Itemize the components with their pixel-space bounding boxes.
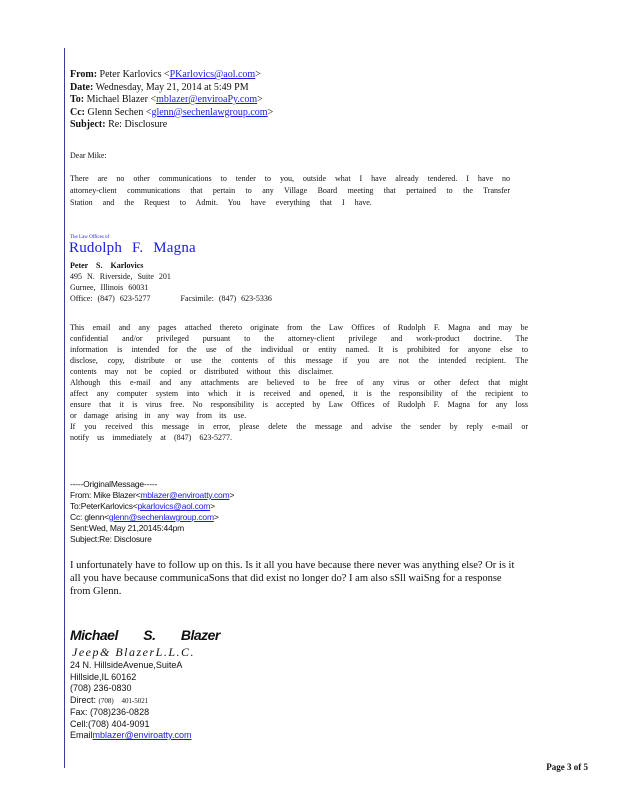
attorney-signature xyxy=(70,260,272,304)
firm-name: Rudolph F. Magna xyxy=(69,240,196,256)
orig-sent-row xyxy=(70,523,234,534)
original-separator: -----OriginalMessage----- xyxy=(70,479,158,489)
disclaimer-line: or damage arising in any way from its use. xyxy=(70,411,247,420)
sender-fax-row xyxy=(70,707,192,719)
email-header xyxy=(70,69,273,132)
legal-disclaimer xyxy=(70,322,528,443)
sender-direct-row xyxy=(70,695,192,708)
to-name: Michael Blazer xyxy=(86,94,148,105)
sender-fax-label: Fax: xyxy=(70,707,88,717)
sender-phone: (708) 236-0830 xyxy=(70,683,132,693)
orig-from-name: Mike Blazer< xyxy=(93,490,141,500)
sender-signature-name: Michael S. Blazer xyxy=(70,627,220,643)
subject-value: Re: Disclosure xyxy=(108,119,168,130)
attorney-name: Peter S. Karlovics xyxy=(70,261,144,270)
disclaimer-line: If you received this message in error, please delete the message and advise the sender by reply e-mail or xyxy=(70,422,528,431)
orig-from-end: > xyxy=(229,490,235,500)
office-label: Office: xyxy=(70,294,93,303)
to-label: To: xyxy=(70,94,85,105)
original-message-header xyxy=(70,479,234,545)
office-phone: (847) 623-5277 xyxy=(97,294,151,303)
orig-to-label: To: xyxy=(70,501,81,511)
sender-email-link[interactable]: mblazer@enviroatty.com xyxy=(92,730,192,740)
sender-fax-value: (708)236-0828 xyxy=(90,707,150,717)
reply-body xyxy=(70,173,510,209)
reply-line: Station and the Request to Admit. You have everything that I have. xyxy=(70,198,372,207)
message-line: from Glenn. xyxy=(70,586,122,597)
from-email-link[interactable]: PKarlovics@aol.com xyxy=(169,69,256,80)
attorney-address-2: Gurnee, Illinois 60031 xyxy=(70,283,149,292)
orig-cc-label: Cc: xyxy=(70,512,83,522)
orig-cc-email-link[interactable]: glenn@sechenlawgroup.com xyxy=(108,512,214,522)
orig-sent-label: Sent: xyxy=(70,523,89,533)
attorney-address-1: 495 N. Riverside, Suite 201 xyxy=(70,272,171,281)
date-value: Wednesday, May 21, 2014 at 5:49 PM xyxy=(95,81,249,93)
left-margin-rule xyxy=(64,48,65,768)
orig-to-end: > xyxy=(210,501,215,511)
disclaimer-line: This email and any pages attached thereto originate from the Law Offices of Rudolph F. Magna and may be xyxy=(70,323,528,332)
sender-email-label: Email xyxy=(70,730,93,740)
orig-sent-value: Wed, May 21,20145:44pm xyxy=(88,523,185,533)
from-name: Peter Karlovics xyxy=(99,69,162,80)
sender-cell-row xyxy=(70,719,192,731)
cell-value: (708) 404-9091 xyxy=(88,718,150,729)
subject-label: Subject: xyxy=(70,119,106,130)
orig-to-name: PeterKarlovics< xyxy=(80,501,138,511)
orig-to-email-link[interactable]: pkarlovics@aol.com xyxy=(137,501,211,511)
disclaimer-line: affect any computer system into which it is received and opened, it is the responsibility of the recipient to xyxy=(70,389,528,398)
message-line: I unfortunately have to follow up on this. Is it all you have because there never was anything else? Or is it xyxy=(70,560,515,571)
date-label: Date: xyxy=(70,81,94,93)
disclaimer-line: Although this e-mail and any attachments are believed to be free of any virus or other defect that might xyxy=(70,378,528,387)
page-number: Page 3 of 5 xyxy=(546,762,588,772)
sender-email-row xyxy=(70,730,192,742)
cc-label: Cc: xyxy=(70,106,85,118)
orig-from-row xyxy=(70,490,234,501)
reply-line: attorney-client communications that pertain to any Village Board meeting that pertained to the Transfer xyxy=(70,186,510,195)
orig-from-email-link[interactable]: mblazer@enviroatty.com xyxy=(140,490,230,500)
message-line: all you have because communicaSons that did exist no longer do? I am also sSll waiSng for a response xyxy=(70,573,502,584)
sender-firm-name: Jeep& BlazerL.L.C. xyxy=(72,645,195,659)
disclaimer-line: information is intended for the use of the individual or entity named. It is prohibited for anyone else to xyxy=(70,345,528,354)
sender-contact-block xyxy=(70,660,192,742)
direct-label: Direct: xyxy=(70,694,97,705)
direct-value: (708) 401-5021 xyxy=(98,696,149,705)
sender-address-2: Hillside,IL 60162 xyxy=(70,671,137,682)
disclaimer-line: confidential and/or privileged pursuant to the attorney-client privilege and work-product doctrine. The xyxy=(70,334,528,343)
header-to-row: To: Michael Blazer <mblazer@enviroaPy.com> xyxy=(70,94,263,105)
from-label: From: xyxy=(70,69,98,80)
cell-label: Cell: xyxy=(70,718,89,729)
to-email-link[interactable]: mblazer@enviroaPy.com xyxy=(156,94,258,105)
cc-email-link[interactable]: glenn@sechenlawgroup.com xyxy=(151,106,268,118)
sender-address-1: 24 N. HillsideAvenue,SuiteA xyxy=(70,660,183,670)
disclaimer-line: notify us immediately at (847) 623-5277. xyxy=(70,433,232,442)
orig-cc-name: glenn< xyxy=(84,512,109,522)
orig-cc-row xyxy=(70,512,234,523)
header-date-row xyxy=(70,82,273,95)
orig-cc-end: > xyxy=(213,512,219,522)
orig-subject-value: Re: Disclosure xyxy=(99,534,152,544)
cc-name: Glenn Sechen xyxy=(87,106,144,118)
fax-phone: (847) 623-5336 xyxy=(218,294,272,303)
disclaimer-line: contents may not be copied or distributed without this disclaimer. xyxy=(70,367,334,376)
orig-to-row xyxy=(70,501,234,512)
fax-label: Facsimile: xyxy=(180,294,214,303)
header-cc-row: Cc: Glenn Sechen <glenn@sechenlawgroup.com> xyxy=(70,106,274,118)
header-from-row: From: Peter Karlovics <PKarlovics@aol.com> xyxy=(70,69,261,80)
greeting: Dear Mike: xyxy=(70,151,107,160)
attorney-phones xyxy=(70,293,272,304)
orig-subject-row xyxy=(70,534,234,545)
disclaimer-line: ensure that it is virus free. No responsibility is accepted by Law Offices of Rudolph F. Magna for any loss xyxy=(70,400,528,409)
header-subject-row xyxy=(70,119,273,132)
orig-from-label: From: xyxy=(70,490,92,500)
reply-line: There are no other communications to tender to you, outside what I have already tendered. I have no xyxy=(70,174,510,183)
disclaimer-line: disclose, copy, distribute or use the contents of this message if you are not the intended recipient. The xyxy=(70,356,528,365)
original-message-body xyxy=(70,559,566,598)
orig-subject-label: Subject: xyxy=(70,534,100,544)
firm-label: The Law Offices of xyxy=(70,235,110,240)
